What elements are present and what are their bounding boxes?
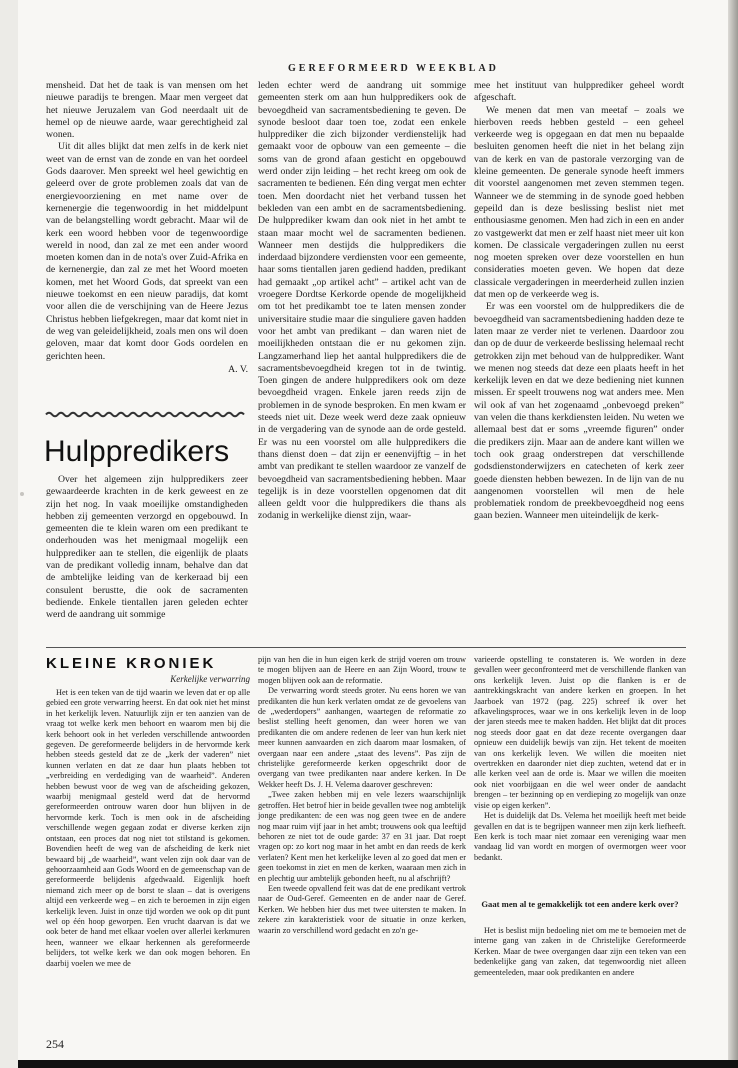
- scan-speck: [20, 492, 24, 496]
- kroniek-subheading: Gaat men al te gemakkelijk tot een andere kerk over?: [481, 899, 679, 909]
- kroniek-column-1: [46, 688, 250, 1032]
- article-paragraph: We menen dat men van meetaf – zoals we hierboven reeds hebben gesteld – een geheel verkeerde weg is opgegaan en dat men nu bepaalde besluiten genomen heeft die niet in het belang zijn van de kerk en van de pastorale verzorging van de kleine gemeenten. De generale synode heeft immers dit voorstel aangenomen met zeven stemmen tegen. Wanneer we de stemming in de synode goed hebben gepeild dan is deze beslissing beslist niet met enthousiasme genomen. Men had zich in een en ander zo vastgewerkt dat men er zelf haast niet meer uit kon komen. De classicale vergaderingen zullen nu eerst nog moeten spreken over deze voorstellen en hun consideraties moeten geven. We hopen dat deze classicale vergaderingen in meerderheid zullen inzien dat men op de verkeerde weg is.: [474, 104, 684, 301]
- prev-article-column: [46, 80, 248, 375]
- prev-paragraph-2: Uit dit alles blijkt dat men zelfs in de kerk niet weet van de ernst van de zonde en van het oordeel Gods daarover. Men spreekt wel heel gewichtig en geleerd over de grote problemen zoals dat van de energievoorziening en met name over de kernenergie die tegenwoordig in het middelpunt van de belangstelling wordt gebracht. Maar wil de kerk een woord hebben voor de tegenwoordige wereld in nood, dan zal ze met een ander woord moeten komen dan in de nota's over Zuid-Afrika en de kernenergie, dan zal ze met het Woord moeten komen, met het Woord Gods, dat spreekt van een nieuwe toekomst en een nieuw paradijs, dat komt voor allen die de verschijning van de Heere Jezus Christus hebben liefgekregen, maar dat komt niet in de weg van geleidelijkheid, zoals men ons wil doen geloven, maar dat komt door Gods oordelen en gerichten heen.: [46, 141, 248, 362]
- kroniek-paragraph: varieerde opstelling te constateren is. We worden in deze gevallen weer geconfronteerd met de verschillende flanken van ons kerkelijk leven. Juist op die flanken is er de aantrekkingskracht van andere kerken en groepen. In het Jaarboek van 1972 (pag. 225) schreef ik over het afkavelingsproces, waar we in ons kerkelijk leven in de loop der jaren steeds mee te maken hadden. Het blijkt dat dit proces nog steeds door gaat en dat deze recente overgangen daar opnieuw een duidelijk bewijs van zijn. Het tekent de moeiten van ons kerkelijk leven. We willen die moeiten niet overtrekken en daaronder niet diep zuchten, wetend dat er in alle kerken veel aan de orde is. Maar we willen die moeiten ook niet voorbijgaan en die wel weer onder de aandacht brengen – ter bezinning op en verdieping zo mogelijk van onze visie op eigen kerken”.: [474, 655, 686, 810]
- kroniek-paragraph: Het is duidelijk dat Ds. Velema het moeilijk heeft met beide gevallen en dat is te begrijpen wanneer men zijn kerk liefheeft. Een kerk is toch maar niet zomaar een vereniging waar men vandaag lid van wordt en morgen of overmorgen weer voor bedankt.: [474, 811, 686, 862]
- article-title: Hulppredikers: [44, 435, 230, 468]
- article-paragraph: mee het instituut van hulpprediker geheel wordt afgeschaft.: [474, 80, 684, 104]
- kroniek-quote: „Twee zaken hebben mij en vele lezers waarschijnlijk getroffen. Het betrof hier in beide gevallen twee nog ambtelijk jonge predikanten: de een was nog geen twee en de andere nog maar ruim vijf jaar in het ambt; trouwens ook qua leeftijd behoren ze niet tot de oude garde: 37 en 31 jaar. Dat roept vragen op: zo kort nog maar in het ambt en dan reeds de kerk verlaten? Kent men het kerkelijke leven al zo goed dat men er geen toekomst in ziet en men de kerken, waaraan men zich in en plechtig uur ambtelijk gebonden heeft, nu al afschrijft?: [258, 790, 466, 883]
- kroniek-column-3-continued: [474, 926, 686, 1032]
- ornamental-divider: [46, 411, 246, 418]
- article-column-1: [46, 474, 248, 636]
- kroniek-column-2: [258, 655, 466, 1033]
- article-column-2: [258, 80, 466, 636]
- section-subtitle: Kerkelijke verwarring: [170, 674, 250, 684]
- section-title: KLEINE KRONIEK: [46, 655, 217, 672]
- prev-paragraph-1: mensheid. Dat het de taak is van mensen om het nieuwe paradijs te brengen. Maar men vergeet dat het nieuwe Jeruzalem van God neerdaalt uit de hemel op de nieuwe aarde, waar gerechtigheid zal wonen.: [46, 80, 248, 141]
- article-paragraph: Over het algemeen zijn hulppredikers zeer gewaardeerde krachten in de kerk geweest en ze zijn het nog. In vaak moeilijke omstandigheden hebben zij gemeenten verzorgd en opgebouwd. In gemeenten die te klein waren om een predikant te onderhouden was het menigmaal mogelijk een hulpprediker aan te stellen, die eigenlijk de plaats van de predikant volledig innam, behalve dan dat de ambtelijke leiding van de kerkeraad bij een consulent berustte, die ook de sacramenten bediende. Enkele tientallen jaren geleden echter werd de aandrang uit sommige: [46, 474, 248, 621]
- article-paragraph: Er was een voorstel om de hulppredikers die de bevoegdheid van sacramentsbediening hadden deze te laten maar ze verder niet te verlenen. Daardoor zou dan op de duur de verkeerde beslissing helemaal recht getrokken zijn met behoud van de hulpprediker. Want we menen nog steeds dat deze een plaats heeft in het kerkelijk leven en dat we deze bediening niet kunnen missen. Er speelt trouwens nog wat anders mee. Men wil ook af van het zogenaamd „onbevoegd preken” van velen die thans kerkdiensten leiden. Nu weten we allemaal best dat er soms „vreemde figuren” onder die predikers zijn. Maar aan de andere kant willen we toch ook graag onderstrepen dat verschillende godsdienstonderwijzers en catecheten of kerk zeer goede diensten hebben bewezen. In de lijn van de nu aangenomen voorstellen wil men de hele problematiek rondom de preekbevoegdheid nog eens gaan bezien. Wanneer men uiteindelijk de kerk-: [474, 301, 684, 522]
- article-paragraph: leden echter werd de aandrang uit sommige gemeenten sterk om aan hun hulppredikers ook de bevoegdheid van sacramentsbediening te geven. De synode besloot daar toen toe, zodat een enkele hulpprediker die zich bijzonder verdienstelijk had gemaakt voor de opbouw van een gemeente – die soms van de grond afaan gesticht en opgebouwd werd onder zijn leiding – het recht kreeg om ook de sacramenten te bedienen. Eén ding vergat men echter toen. Men doordacht niet het verband tussen het bekleden van een ambt en de sacramentsbediening. De hulpprediker kwam dan ook niet in het ambt te staan maar mocht wel de sacramenten bedienen. Wanneer men destijds die hulppredikers die inderdaad bijzondere verdiensten voor een gemeente, haar soms tientallen jaren gediend hadden, predikant had gemaakt „op artikel acht” – artikel acht van de vroegere Dordtse Kerkorde opende de mogelijkheid om tot het predikambt toe te laten mensen zonder universitaire studie maar die singuliere gaven hadden voor het ambt van predikant – dan waren niet de moeilijkheden ontstaan die er nu gekomen zijn. Langzamerhand liep het aantal hulppredikers die de sacramentsbevoegdheid kregen tot in de twintig. Toen gingen de andere hulppredikers ook om deze bevoegdheid vragen. Enkele jaren reeds zijn de problemen in de synode besproken. En men kwam er steeds niet uit. Deze week werd deze zaak opnieuw in de vergadering van de synode aan de orde gesteld. Er was nu een voorstel om alle hulppredikers die thans dienst doen – dat zijn er eenenvijftig – in het ambt van predikant te stellen waardoor ze vanzelf de bevoegdheid van sacramentsbediening hebben. Maar tegelijk is in deze voorstellen opgenomen dat dit alleen geldt voor die hulppredikers die thans als zodanig in werkelijke dienst zijn, waar-: [258, 80, 466, 522]
- kroniek-paragraph: Een tweede opvallend feit was dat de ene predikant vertrok naar de Oud-Geref. Gemeenten en de ander naar de Geref. Kerken. We hebben hier dus met twee uitersten te maken. In zekere zin karakteristiek voor de situatie in onze kerken, waarin zo verschillend word gedacht en zo'n ge-: [258, 883, 466, 935]
- section-rule: [46, 647, 686, 648]
- author-signature: A. V.: [228, 363, 248, 375]
- article-column-3: [474, 80, 684, 636]
- kroniek-paragraph: De verwarring wordt steeds groter. Nu eens horen we van predikanten die hun kerk verlaten omdat ze de gevoelens van de „wederdopers” aanhangen, waartegen de reformatie zo beslist stelling heeft genomen, dan weer horen we van predikanten die om andere redenen de leer van hun kerk niet meer kunnen aanvaarden en zich daarom maar losmaken, of overgaan naar een andere „staat des levens”. Pas zijn de christelijke gereformeerde kerken opgeschrikt door de overgang van twee predikanten naar andere kerken. In De Wekker heeft Ds. J. H. Velema daarover geschreven:: [258, 686, 466, 789]
- kroniek-column-3: [474, 655, 686, 889]
- page-number: 254: [46, 1037, 64, 1051]
- kroniek-paragraph: Het is een teken van de tijd waarin we leven dat er op alle gebied een grote verwarring heerst. En dat ook niet het minst in het kerkelijk leven. Natuurlijk zijn er ten aanzien van de vraag tot welke kerk men behoort en waarom men bij die kerk behoort ook in het verleden verschillende antwoorden gegeven. De gereformeerde belijders in de hervormde kerk hebben steeds gesteld dat ze de „kerk der vaderen” niet kunnen verlaten en dat ze daar hun plaats hebben tot „verbreiding en verdediging van de waarheid”. Anderen hebben bewust voor de weg van de afscheiding gekozen, waarbij menigmaal gesteld werd dat de hervormd gereformeerden ontrouw waren door hun blijven in de hervormde kerk. Toch is men ook in de afscheiding verschillende wegen gegaan zodat er diverse kerken zijn ontstaan, een proces dat nog niet tot stilstand is gekomen. Bovendien heeft de weg van de afscheiding de kerk niet bewaard bij „de waarheid”, want velen zijn ook daar van de gehoorzaamheid aan Gods Woord en de gemeenschap van de gereformeerde belijdenis afgedwaald. Eigenlijk hoeft niemand zich meer op de borst te slaan – dat is overigens altijd een verkeerde weg – en zich te beroemen in zijn eigen kerkelijk leven. Juist in onze tijd worden we ook op dit punt wel op één hoop geworpen. Een vrucht daarvan is dat we ook beter de hand met elkaar voelen over allerlei kerkmuren heen, wanneer we elkaar herkennen als gereformeerde belijders, tot welke kerk we dan ook mogen behoren. En daarbij voelen we mee de: [46, 688, 250, 968]
- kroniek-paragraph: pijn van hen die in hun eigen kerk de strijd voeren om trouw te mogen blijven aan de Heere en aan Zijn Woord, trouw te mogen blijven ook aan de reformatie.: [258, 655, 466, 685]
- kroniek-paragraph: Het is beslist mijn bedoeling niet om me te bemoeien met de interne gang van zaken in de Christelijke Gereformeerde Kerken. Maar de twee overgangen daar zijn een teken van een bedenkelijke gang van zaken, dat tegenwoordig niet alleen gemeenteleden, maar ook predikanten en andere: [474, 926, 686, 977]
- running-header: GEREFORMEERD WEEKBLAD: [288, 63, 499, 74]
- scan-bottom-edge: [18, 1060, 738, 1068]
- page-edge-shadow: [728, 0, 738, 1068]
